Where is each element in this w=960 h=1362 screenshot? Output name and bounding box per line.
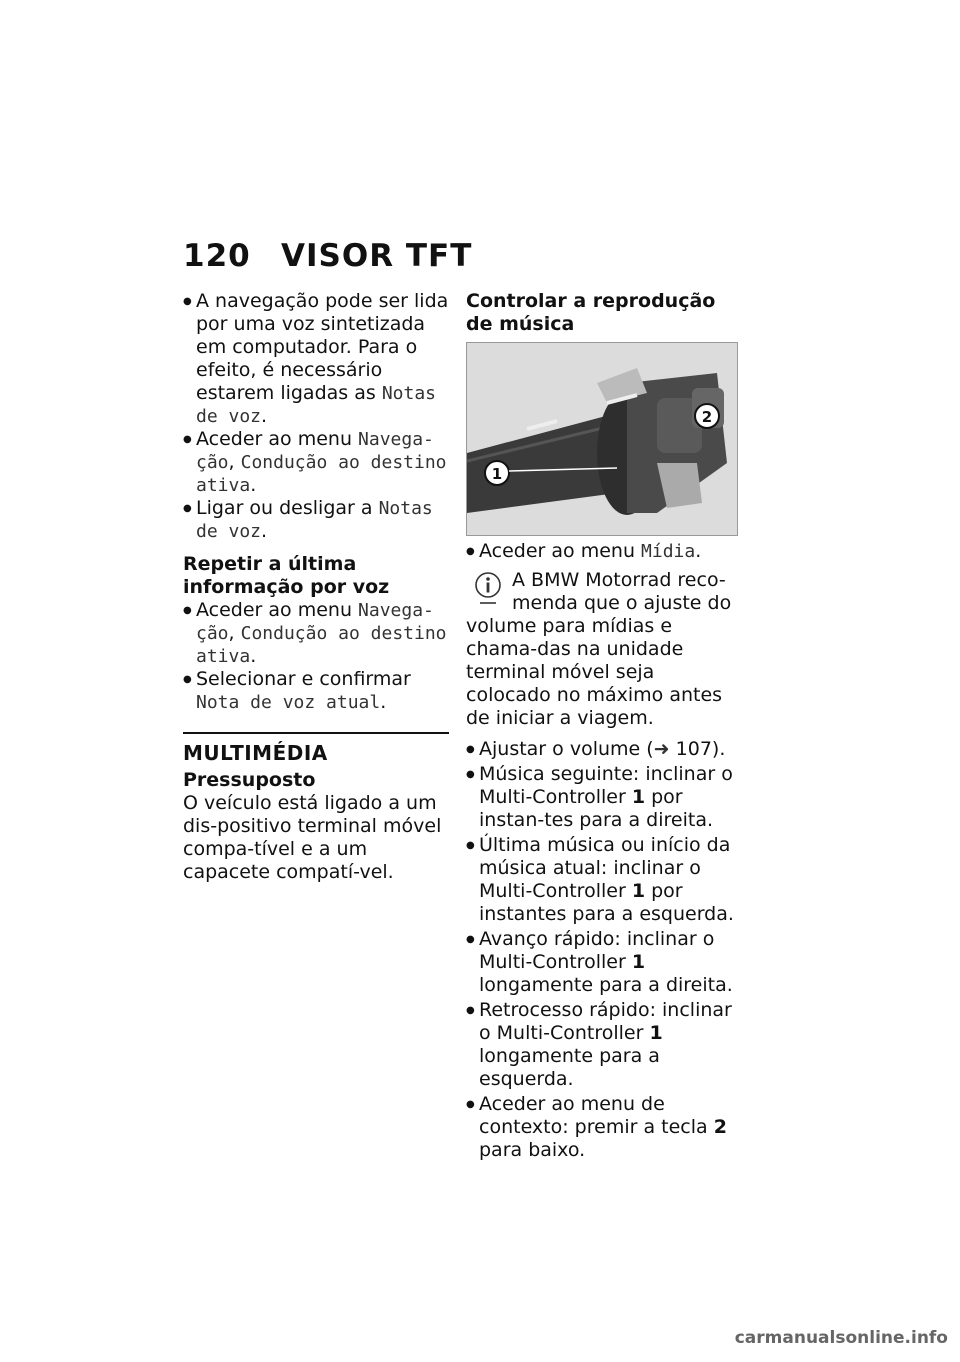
menu-label: Condução ao destino ativa [196,623,447,667]
menu-label: Mídia [641,541,696,562]
list-item-tail: longamente para a esquerda. [479,1045,660,1090]
list-item [466,540,738,563]
list-item-sep: , [228,622,241,644]
list-item-text: Última música ou início da música atual: inclinar o Multi-Controller [479,834,731,902]
menu-label: Navega-ção [196,600,434,644]
repeat-bullet-list [183,599,449,714]
callout-2: 2 [701,408,713,426]
callout-ref: 1 [631,786,646,808]
list-item [466,999,738,1091]
list-item-text: A navegação pode ser lida por uma voz sintetizada em computador. Para o efeito, é necessário estarem ligadas as [196,290,449,404]
list-item [183,428,449,497]
left-column [183,290,449,884]
list-item [466,738,738,761]
callout-1: 1 [491,465,503,483]
list-item [466,834,738,926]
list-item-tail: ). [711,738,726,760]
list-item-text: Aceder ao menu [196,428,359,450]
right-column [466,290,738,1164]
callout-ref: 2 [713,1116,727,1138]
list-item-tail: por instantes para a esquerda. [479,880,734,925]
list-item [183,497,449,543]
page-title: VISOR TFT [281,238,473,274]
list-item [466,763,738,832]
page-ref-arrow-icon: ➜ [653,738,670,760]
list-item-text: Aceder ao menu de contexto: premir a tecla [479,1093,714,1138]
menu-label: Condução ao destino ativa [196,452,447,496]
list-item-text: Ajustar o volume ( [479,738,654,760]
list-item [466,1093,738,1162]
list-item-text: Retrocesso rápido: inclinar o Multi-Controller [479,999,732,1044]
note-text: A BMW Motorrad reco-menda que o ajuste do volume para mídias e chama-das na unidade terminal móvel seja colocado no máximo antes de iniciar a viagem. [466,569,732,729]
list-item-tail: . [261,520,268,542]
list-item-tail: . [250,645,257,667]
page-reference: 107 [675,738,712,760]
menu-label: Nota de voz atual [196,692,381,713]
callout-ref: 1 [649,1022,663,1044]
page-number: 120 [183,238,251,274]
callout-ref: 1 [631,880,646,902]
controls-bullet-list [466,738,738,1162]
list-item [183,290,449,428]
media-bullet-list [466,540,738,563]
list-item-text: Música seguinte: inclinar o Multi-Controller [479,763,733,808]
callout-ref: 1 [631,951,646,973]
info-note [466,569,738,730]
intro-bullet-list [183,290,449,543]
prereq-text: O veículo está ligado a um dis-positivo terminal móvel compa-tível e a um capacete compatí-vel. [183,792,442,883]
watermark: carmanualsonline.info [734,1328,948,1348]
handlebar-illustration [467,343,737,535]
section-title: MULTIMÉDIA [183,732,449,765]
menu-label: Notas de voz [196,383,436,427]
list-item-text: Avanço rápido: inclinar o Multi-Controller [479,928,715,973]
info-icon [474,571,502,607]
handlebar-controls-photo [466,342,738,536]
list-item-tail: longamente para a direita. [479,974,733,996]
list-item [183,599,449,668]
prereq-heading: Pressuposto [183,769,316,791]
list-item-text: Aceder ao menu [196,599,359,621]
list-item-text: Selecionar e confirmar [196,668,411,690]
menu-label: Notas de voz [196,498,433,542]
repeat-heading: Repetir a última informação por voz [183,553,390,598]
list-item-tail: . [380,691,387,713]
menu-label: Navega-ção [196,429,434,473]
list-item-text: Ligar ou desligar a [196,497,379,519]
list-item-tail: . [695,540,702,562]
list-item-text: Aceder ao menu [479,540,642,562]
page-header [183,238,472,274]
list-item-tail: . [261,405,268,427]
list-item-tail: por instan-tes para a direita. [479,786,714,831]
list-item-tail: para baixo. [479,1139,586,1161]
music-heading: Controlar a reprodução de música [466,290,716,335]
list-item-tail: . [250,474,257,496]
list-item [183,668,449,714]
list-item [466,928,738,997]
list-item-sep: , [228,451,241,473]
